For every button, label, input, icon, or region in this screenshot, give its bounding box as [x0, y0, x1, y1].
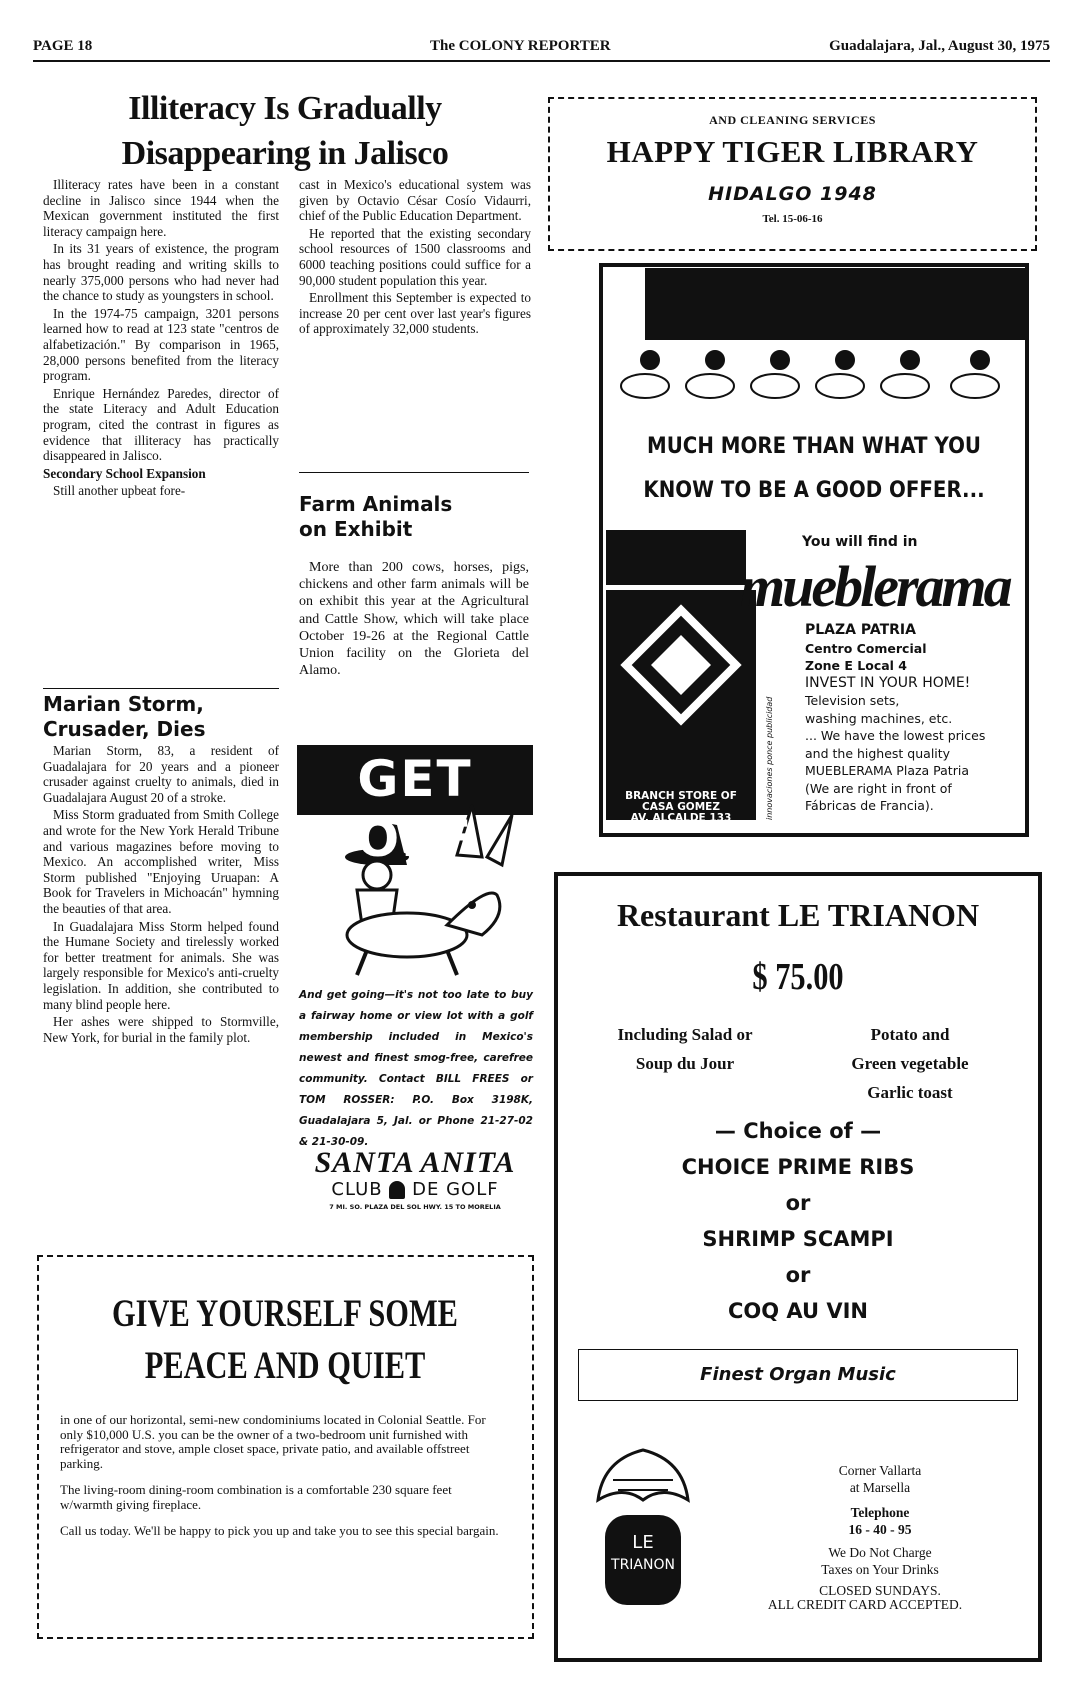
detail-line: Television sets, — [805, 693, 900, 708]
menu-dish: COQ AU VIN — [727, 1299, 869, 1323]
diamond-logo-icon — [606, 590, 756, 740]
storm-para: Marian Storm, 83, a resident of Guadalajara for 20 years and a pioneer crusader against cruelty to animals, died in Guadalajara August 20 of a stroke. — [43, 743, 279, 805]
storm-para: Miss Storm graduated from Smith College and wrote for the New York Herald Tribune and various magazines before moving to Mexico. An accomplished writer, Miss Storm published "Enjoying Uruapan: A Book for Travelers in Michoacán" hymning the beauties of that area. — [43, 807, 279, 916]
storm-body — [43, 743, 279, 1243]
includes-line: Potato and — [870, 1025, 950, 1044]
trianon-price: $ 75.00 — [752, 956, 844, 998]
storm-headline-2: Crusader, Dies — [43, 717, 206, 741]
column-divider — [299, 472, 529, 473]
logo-line: TRIANON — [611, 1557, 675, 1573]
paper-name: The COLONY REPORTER — [430, 38, 611, 54]
farm-headline — [299, 492, 529, 542]
includes-line: Garlic toast — [867, 1083, 953, 1102]
contact-line: at Marsella — [849, 1480, 911, 1495]
mm-logo-block — [606, 530, 746, 585]
detail-line: Fábricas de Francia). — [805, 798, 934, 813]
mueblerama-tagline-2: KNOW TO BE A GOOD OFFER... — [643, 478, 985, 503]
trianon-logo — [583, 1440, 703, 1610]
phoenix-crest-icon — [583, 1440, 703, 1610]
illiteracy-column-2 — [299, 177, 531, 467]
library-address: HIDALGO 1948 — [708, 183, 877, 205]
menu-or: or — [785, 1191, 811, 1215]
contact-line: We Do Not Charge — [828, 1545, 932, 1560]
club-label: CLUB — [331, 1179, 383, 1200]
pig-row-illustration — [610, 348, 1020, 408]
contact-line: Telephone — [850, 1505, 910, 1520]
library-top-line: AND CLEANING SERVICES — [709, 113, 876, 127]
illiteracy-para: In its 31 years of existence, the program has brought reading and writing skills to nearly 375,000 persons who had never had the chance to study as youngsters in school. — [43, 241, 279, 304]
menu-dish: SHRIMP SCAMPI — [702, 1227, 894, 1251]
club-address: 7 MI. SO. PLAZA DEL SOL HWY. 15 TO MORELIA — [329, 1203, 501, 1211]
library-name: HAPPY TIGER LIBRARY — [606, 134, 979, 169]
trianon-includes-left — [580, 1020, 790, 1078]
organ-music-box: Finest Organ Music — [578, 1349, 1018, 1401]
farm-body — [299, 559, 529, 739]
illiteracy-para: Enrique Hernández Paredes, director of the state Literacy and Adult Education program, cited the contrast in figures as evidence that illiteracy has practically disappeared in Jalisco. — [43, 385, 279, 464]
farm-headline-2: on Exhibit — [299, 517, 413, 541]
storm-headline-1: Marian Storm, — [43, 692, 204, 716]
branch-line: BRANCH STORE OF — [625, 790, 737, 802]
condo-headline — [102, 1288, 469, 1392]
detail-line: (We are right in front of — [805, 780, 952, 796]
trianon-logo-text — [605, 1532, 681, 1576]
branch-line: CASA GOMEZ — [642, 801, 720, 813]
condo-para: The living-room dining-room combination is a comfortable 230 square feet w/warmth giving fireplace. — [60, 1482, 452, 1512]
dateline: Guadalajara, Jal., August 30, 1975 — [829, 38, 1050, 54]
golf-illustration — [297, 745, 533, 977]
contact-line: 16 - 40 - 95 — [848, 1522, 912, 1537]
mueblerama-tagline — [624, 425, 1004, 513]
illiteracy-para: Enrollment this September is expected to increase 20 per cent over last year's figures of approximately 32,000 students. — [299, 290, 531, 337]
trianon-includes-right — [800, 1020, 1020, 1107]
includes-line: Soup du Jour — [635, 1054, 735, 1073]
illiteracy-headline — [35, 86, 535, 176]
logo-line: LE — [632, 1532, 654, 1553]
condo-para: in one of our horizontal, semi-new condominiums located in Colonial Seattle. For only $10,000 U.S. you can be the owner of a two-bedroom unit furnished with refrigerator and stove, ample closet space, private patio, and available offstreet parking. — [60, 1412, 486, 1471]
choice-of: — Choice of — — [714, 1119, 882, 1143]
menu-dish: CHOICE PRIME RIBS — [681, 1155, 915, 1179]
illiteracy-subhead: Secondary School Expansion — [43, 465, 206, 481]
illiteracy-headline-1: Illiteracy Is Gradually — [128, 90, 442, 127]
detail-line: and the highest quality — [805, 745, 951, 761]
santa-anita-wordmark: SANTA ANITA — [314, 1146, 516, 1179]
trianon-contact — [740, 1462, 1020, 1599]
storm-para: Her ashes were shipped to Stormville, New York, for burial in the family plot. — [43, 1014, 279, 1045]
includes-line: Including Salad or — [617, 1025, 753, 1044]
branch-store-block — [606, 791, 756, 835]
detail-line: MUEBLERAMA Plaza Patria — [805, 763, 969, 778]
column-divider — [43, 688, 279, 689]
sombrero-icon — [389, 1181, 405, 1199]
illiteracy-column-1 — [43, 177, 279, 685]
contact-line: Taxes on Your Drinks — [821, 1562, 939, 1577]
storm-para: In Guadalajara Miss Storm helped found the Humane Society and tirelessly worked for better treatment for animals. She was largely responsible for Mexico's anti-cruelty legislation. In addition, she contributed to many blind people here. — [43, 918, 279, 1012]
trianon-credit-cards: ALL CREDIT CARD ACCEPTED. — [767, 1597, 963, 1612]
mueblerama-details — [805, 622, 1025, 815]
mueblerama-brand: mueblerama — [740, 554, 1010, 619]
contact-line: Corner Vallarta — [838, 1463, 922, 1478]
trianon-name: Restaurant LE TRIANON — [616, 897, 980, 933]
get-off-banner: GET OFF — [356, 750, 474, 868]
detail-line: washing machines, etc. — [805, 710, 953, 726]
contact-line: CLOSED SUNDAYS. — [819, 1583, 941, 1598]
club-de-golf — [297, 1179, 533, 1201]
detail-line: PLAZA PATRIA — [805, 622, 916, 638]
illiteracy-para: In the 1974-75 campaign, 3201 persons learned how to read at 123 state "centros de alfabetización." By comparison in 1965, 28,000 persons benefited from the literacy program. — [43, 305, 279, 384]
menu-or: or — [785, 1263, 811, 1287]
illiteracy-para: cast in Mexico's educational system was given by Octavio César Cosío Vidaurri, chief of the Public Education Department. — [299, 177, 531, 224]
condo-headline-1: GIVE YOURSELF SOME — [112, 1292, 458, 1335]
detail-line: ... We have the lowest prices — [805, 728, 986, 743]
mueblerama-logo-panel — [606, 590, 756, 820]
branch-line: AV. ALCALDE 133 — [630, 812, 732, 824]
library-tel: Tel. 15-06-16 — [762, 213, 823, 225]
illiteracy-para: He reported that the existing secondary school resources of 1500 classrooms and 6000 teaching positions could suffice for a 90,000 student population this year. — [299, 225, 531, 288]
page-number: PAGE 18 — [33, 38, 93, 54]
illiteracy-headline-2: Disappearing in Jalisco — [121, 135, 449, 172]
branch-line: TEL. 25-93-92 — [640, 823, 722, 835]
includes-line: Green vegetable — [851, 1054, 969, 1073]
illiteracy-para: Still another upbeat fore- — [53, 483, 186, 499]
header-rule — [33, 60, 1050, 62]
you-will-find: You will find in — [802, 534, 918, 550]
mueblerama-top-band — [645, 268, 1025, 340]
detail-line: INVEST IN YOUR HOME! — [805, 674, 971, 691]
trianon-menu — [554, 1113, 1042, 1329]
condo-body — [60, 1413, 505, 1539]
farm-headline-1: Farm Animals — [299, 492, 453, 516]
ad-agency-credit: innovaciones ponce publicidad — [765, 696, 774, 820]
farm-para: More than 200 cows, horses, pigs, chickens and other farm animals will be on exhibit this year at the Agricultural and Cattle Show, which will take place October 19-26 at the Regional Cattle Union facility on the Glorieta del Alamo. — [299, 560, 529, 679]
detail-line: Centro Comercial — [805, 640, 927, 656]
illiteracy-para: Illiteracy rates have been in a constant decline in Jalisco since 1944 when the Mexican government instituted the first literacy campaign here. — [43, 177, 279, 239]
condo-para: Call us today. We'll be happy to pick you up and take you to see this special bargain. — [60, 1523, 499, 1538]
golf-label: DE GOLF — [412, 1179, 499, 1200]
golf-ad-text: And get going—it's not too late to buy a fairway home or view lot with a golf membership included in Mexico's newest and finest smog-free, carefree community. Contact BILL FREES or TOM ROSSER: P.O. Box 3198K, Guadalajara 5, Jal. or Phone 21-27-02 & 21-30-09. — [299, 989, 533, 1148]
mueblerama-tagline-1: MUCH MORE THAN WHAT YOU — [647, 434, 981, 459]
storm-headline — [43, 692, 279, 742]
detail-line: Zone E Local 4 — [805, 658, 908, 673]
condo-headline-2: PEACE AND QUIET — [144, 1344, 426, 1387]
santa-anita-logo — [297, 1147, 533, 1213]
